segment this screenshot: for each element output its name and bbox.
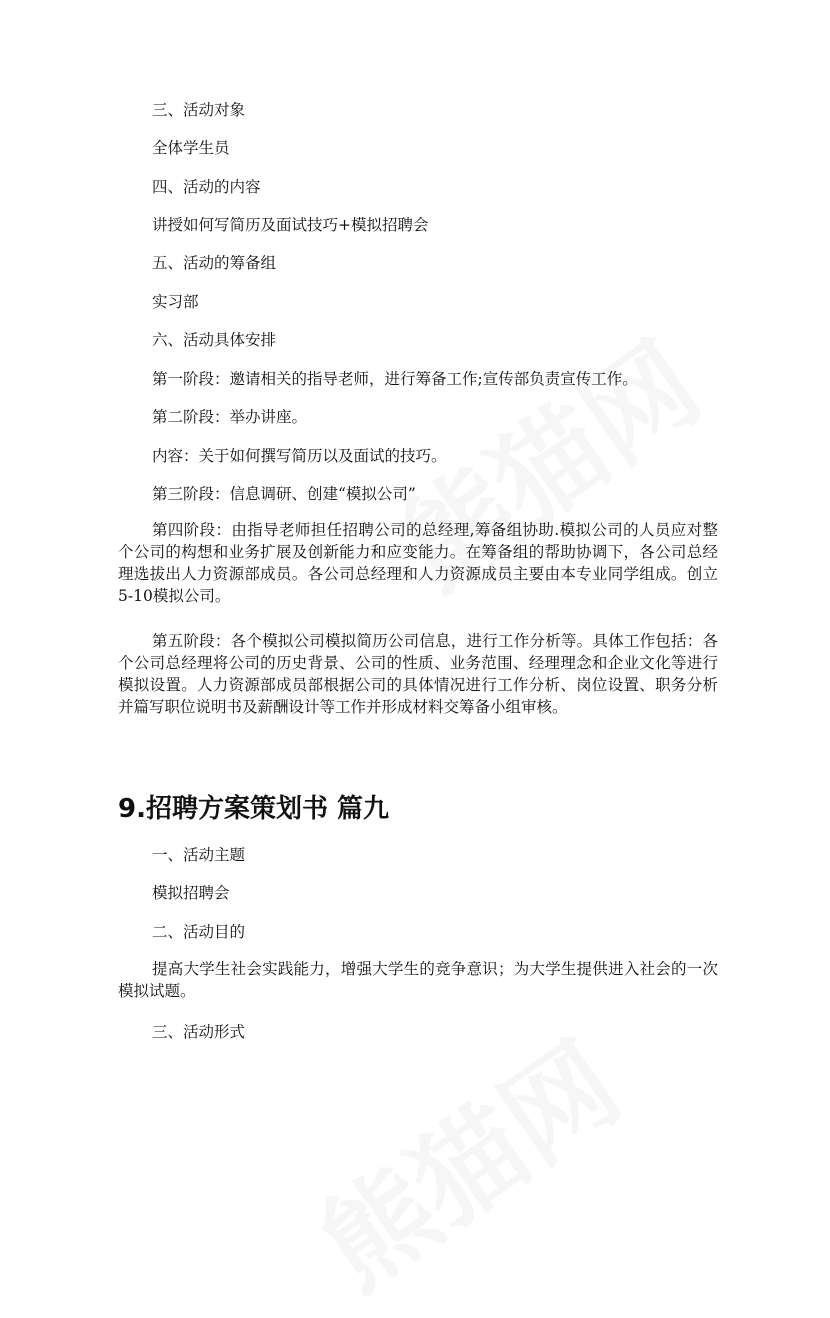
item-stage-two-content: 内容：关于如何撰写简历以及面试的技巧。 (152, 447, 447, 465)
paragraph-purpose: 提高大学生社会实践能力，增强大学生的竞争意识；为大学生提供进入社会的一次模拟试题。 (118, 960, 718, 1000)
item-activity-target-value: 全体学生员 (152, 139, 230, 157)
item-prep-group-value: 实习部 (152, 293, 199, 311)
item-stage-one: 第一阶段：邀请相关的指导老师，进行筹备工作;宣传部负责宣传工作。 (152, 370, 638, 388)
item-stage-two: 第二阶段：举办讲座。 (152, 408, 308, 426)
item-schedule-title: 六、活动具体安排 (152, 331, 277, 349)
paragraph-stage-five: 第五阶段：各个模拟公司模拟简历公司信息，进行工作分析等。具体工作包括：各个公司总经理将公司的历史背景、公司的性质、业务范围、经理理念和企业文化等进行模拟设置。人力资源部成员部根据公司的具体情况进行工作分析、岗位设置、职务分析并篇写职位说明书及薪酬设计等工作并形成材料交筹备小组审核。 (118, 632, 718, 716)
paragraph-stage-four: 第四阶段：由指导老师担任招聘公司的总经理,筹备组协助.模拟公司的人员应对整个公司的构想和业务扩展及创新能力和应变能力。在筹备组的帮助协调下，各公司总经理选拔出人力资源部成员。各公司总经理和人力资源成员主要由本专业同学组成。创立5-10模拟公司。 (118, 521, 718, 605)
item-purpose-title: 二、活动目的 (152, 923, 246, 941)
section-heading: 9.招聘方案策划书 篇九 (118, 794, 390, 824)
item-theme-title: 一、活动主题 (152, 846, 246, 864)
item-activity-content-value: 讲授如何写简历及面试技巧+模拟招聘会 (152, 216, 429, 234)
watermark-bottom (285, 1000, 646, 1318)
item-activity-content-title: 四、活动的内容 (152, 178, 261, 196)
item-theme-value: 模拟招聘会 (152, 884, 230, 902)
item-format-title: 三、活动形式 (152, 1023, 246, 1041)
item-prep-group-title: 五、活动的筹备组 (152, 254, 277, 272)
item-activity-target-title: 三、活动对象 (152, 101, 246, 119)
item-stage-three: 第三阶段：信息调研、创建“模拟公司” (152, 485, 416, 503)
